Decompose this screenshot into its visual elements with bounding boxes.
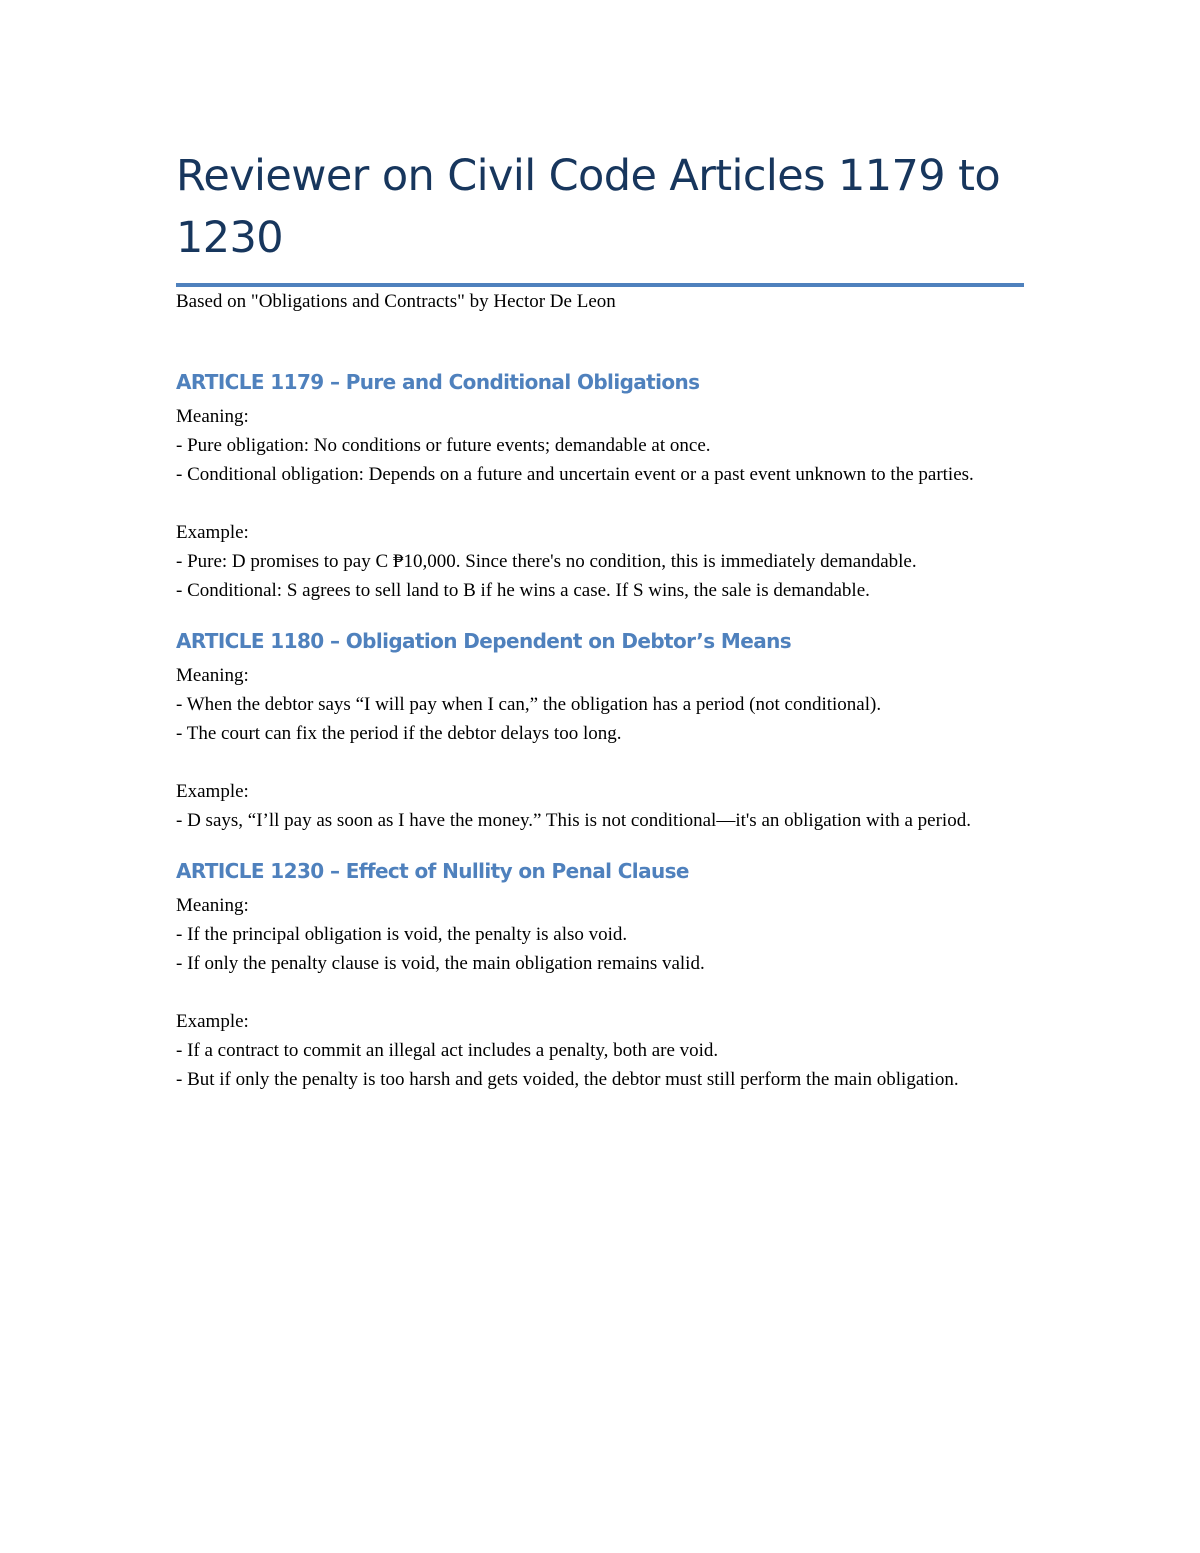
article-1179-section: [176, 368, 1024, 605]
document-title: Reviewer on Civil Code Articles 1179 to 1230: [176, 151, 1001, 263]
example-label: Example:: [176, 522, 249, 543]
document-page: [176, 145, 1024, 1094]
example-label: Example:: [176, 1011, 249, 1032]
meaning-line: - Pure obligation: No conditions or future events; demandable at once.: [176, 435, 711, 456]
article-1180-heading: ARTICLE 1180 – Obligation Dependent on Debtor’s Means: [176, 629, 792, 653]
example-line: - If a contract to commit an illegal act includes a penalty, both are void.: [176, 1040, 719, 1061]
article-1180-section: [176, 627, 1024, 835]
paragraph-spacer: [176, 489, 1024, 518]
article-1230-section: [176, 857, 1024, 1094]
meaning-line: - The court can fix the period if the debtor delays too long.: [176, 723, 622, 744]
meaning-line: - Conditional obligation: Depends on a future and uncertain event or a past event unknown to the parties.: [176, 464, 974, 485]
document-subtitle: Based on "Obligations and Contracts" by Hector De Leon: [176, 291, 616, 312]
example-line: - Pure: D promises to pay C ₱10,000. Since there's no condition, this is immediately demandable.: [176, 551, 917, 572]
meaning-label: Meaning:: [176, 665, 249, 686]
example-label: Example:: [176, 781, 249, 802]
paragraph-spacer: [176, 978, 1024, 1007]
paragraph-spacer: [176, 748, 1024, 777]
example-line: - Conditional: S agrees to sell land to B if he wins a case. If S wins, the sale is demandable.: [176, 580, 870, 601]
example-line: - But if only the penalty is too harsh and gets voided, the debtor must still perform the main obligation.: [176, 1069, 959, 1090]
example-line: - D says, “I’ll pay as soon as I have the money.” This is not conditional—it's an obligation with a period.: [176, 810, 971, 831]
meaning-line: - If only the penalty clause is void, the main obligation remains valid.: [176, 953, 705, 974]
meaning-line: - When the debtor says “I will pay when I can,” the obligation has a period (not conditional).: [176, 694, 882, 715]
article-1230-heading: ARTICLE 1230 – Effect of Nullity on Penal Clause: [176, 859, 689, 883]
meaning-line: - If the principal obligation is void, the penalty is also void.: [176, 924, 628, 945]
meaning-label: Meaning:: [176, 406, 249, 427]
meaning-label: Meaning:: [176, 895, 249, 916]
article-1179-heading: ARTICLE 1179 – Pure and Conditional Obligations: [176, 370, 700, 394]
